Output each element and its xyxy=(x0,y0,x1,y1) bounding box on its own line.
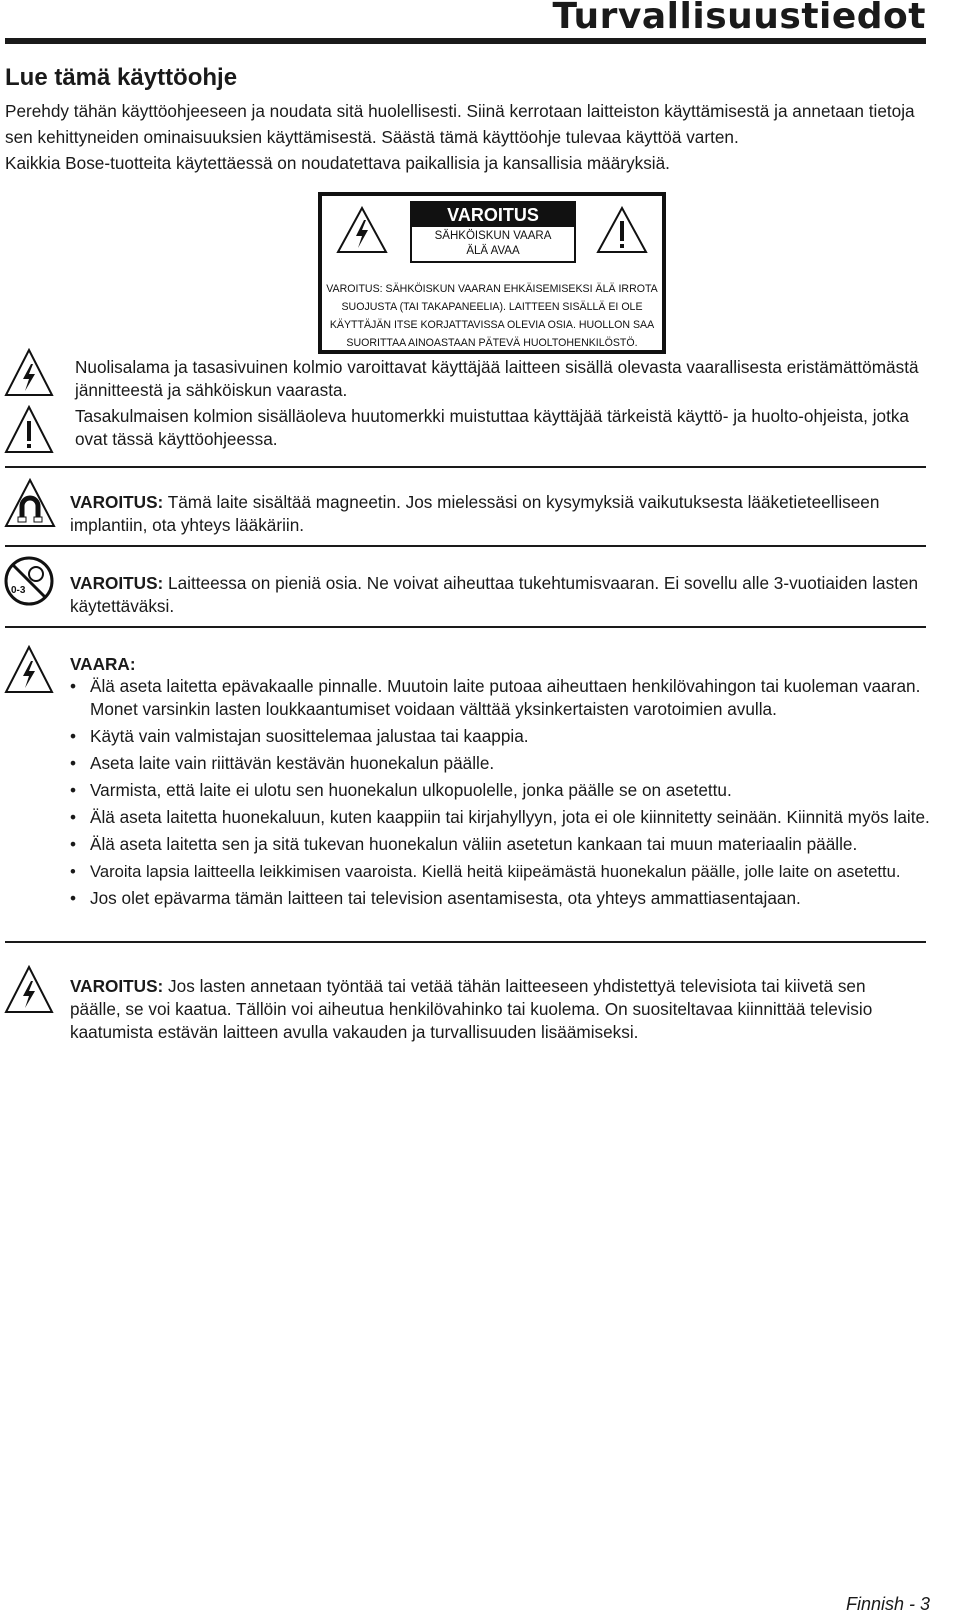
danger-item: • Varmista, että laite ei ulotu sen huonekalun ulkopuolelle, jonka päälle se on asetettu. xyxy=(70,779,930,802)
small-parts-age-icon xyxy=(3,555,55,607)
divider xyxy=(5,466,926,468)
exclamation-triangle-icon xyxy=(4,405,54,455)
danger-item: • Varoita lapsia laitteella leikkimisen vaaroista. Kiellä heitä kiipeämästä huonekalun päälle, jolle laite on asetettu. xyxy=(70,860,930,883)
danger-item: • Aseta laite vain riittävän kestävän huonekalun päälle. xyxy=(70,752,930,775)
magnet-warning-label: VAROITUS: xyxy=(70,492,164,512)
tipover-warning-body: Jos lasten annetaan työntää tai vetää tähän laitteeseen yhdistettyä televisiota tai kiivetä sen päälle, se voi kaatua. Tällöin voi aiheutua henkilövahinko tai kuolema. On suositeltavaa kiinnittää televisio kaatumista estävän laitteen avulla vakauden ja turvallisuuden lisäämiseksi. xyxy=(70,976,873,1042)
intro-paragraph-1: Perehdy tähän käyttöohjeeseen ja noudata sitä huolellisesti. Siinä kerrotaan laitteiston käyttämisestä ja annetaan tietoja sen kehittyneiden ominaisuuksien käyttämisestä. Säästä tämä käyttöohje tulevaa käyttöä varten. xyxy=(5,101,915,147)
small-parts-age-text: 0-3 xyxy=(11,585,26,596)
header-rule xyxy=(5,38,926,44)
warning-label-body: VAROITUS: SÄHKÖISKUN VAARAN EHKÄISEMISEKSI ÄLÄ IRROTA SUOJUSTA (TAI TAKAPANEELIA). LAITTEEN SISÄLLÄ EI OLE KÄYTTÄJÄN ITSE KORJATTAVISSA OLEVIA OSIA. HUOLLON SAA SUORITTAA AINOASTAAN PÄTEVÄ HUOLTOHENKILÖSTÖ. xyxy=(326,283,658,349)
lightning-symbol-description: Nuolisalama ja tasasivuinen kolmio varoittavat käyttäjää laitteen sisällä olevasta vaarallisesta eristämättömästä jännitteestä ja sähköiskun vaarasta. xyxy=(75,357,919,400)
lightning-triangle-icon xyxy=(4,965,54,1015)
divider xyxy=(5,626,926,628)
magnet-warning-icon xyxy=(4,478,56,530)
danger-item: • Älä aseta laitetta epävakaalle pinnalle. Muutoin laite putoaa aiheuttaen henkilövahingon tai kuoleman vaaran. Monet varsinkin lasten loukkaantumiset voidaan välttää yksinkertaisten varotoimien avulla. xyxy=(70,675,930,721)
tipover-warning-label: VAROITUS: xyxy=(70,976,164,996)
lightning-triangle-icon xyxy=(4,348,54,398)
danger-label: VAARA: xyxy=(70,654,136,674)
intro-text xyxy=(5,98,935,176)
danger-section xyxy=(70,653,930,914)
page-header-title: Turvallisuustiedot xyxy=(552,0,926,37)
warning-label-line-2: ÄLÄ AVAA xyxy=(466,245,520,257)
lightning-triangle-icon xyxy=(336,206,388,254)
danger-item: • Jos olet epävarma tämän laitteen tai television asentamisesta, ota yhteys ammattiasentajaan. xyxy=(70,887,930,910)
tipover-warning-text xyxy=(70,975,920,1044)
warning-label-title-box xyxy=(410,201,576,263)
small-parts-warning-label: VAROITUS: xyxy=(70,573,164,593)
section-heading: Lue tämä käyttöohje xyxy=(5,64,238,91)
magnet-warning-text xyxy=(70,491,920,537)
small-parts-warning-text xyxy=(70,572,920,618)
danger-item: • Käytä vain valmistajan suosittelemaa jalustaa tai kaappia. xyxy=(70,725,930,748)
lightning-triangle-icon xyxy=(4,645,54,695)
divider xyxy=(5,545,926,547)
exclamation-symbol-description: Tasakulmaisen kolmion sisälläoleva huutomerkki muistuttaa käyttäjää tärkeistä käyttö- ja huolto-ohjeista, jotka ovat tässä käyttöohjeessa. xyxy=(75,406,909,449)
warning-label-title: VAROITUS xyxy=(412,203,574,227)
exclamation-triangle-icon xyxy=(596,206,648,254)
intro-paragraph-2: Kaikkia Bose-tuotteita käytettäessä on noudatettava paikallisia ja kansallisia määryksiä. xyxy=(5,153,670,173)
danger-item: • Älä aseta laitetta sen ja sitä tukevan huonekalun väliin asetetun kankaan tai muun materiaalin päälle. xyxy=(70,833,930,856)
divider xyxy=(5,941,926,943)
small-parts-warning-body: Laitteessa on pieniä osia. Ne voivat aiheuttaa tukehtumisvaaran. Ei sovellu alle 3-vuotiaiden lasten käytettäväksi. xyxy=(70,573,919,616)
warning-label-line-1: SÄHKÖISKUN VAARA xyxy=(434,230,552,242)
shock-warning-label xyxy=(318,192,666,354)
page-number: Finnish - 3 xyxy=(845,1594,930,1614)
magnet-warning-body: Tämä laite sisältää magneetin. Jos mielessäsi on kysymyksiä vaikutuksesta lääketieteelliseen implantiin, ota yhteys lääkäriin. xyxy=(70,492,880,535)
danger-item: • Älä aseta laitetta huonekaluun, kuten kaappiin tai kirjahyllyyn, jota ei ole kiinnitetty seinään. Kiinnitä myös laite. xyxy=(70,806,930,829)
danger-list xyxy=(70,675,930,910)
